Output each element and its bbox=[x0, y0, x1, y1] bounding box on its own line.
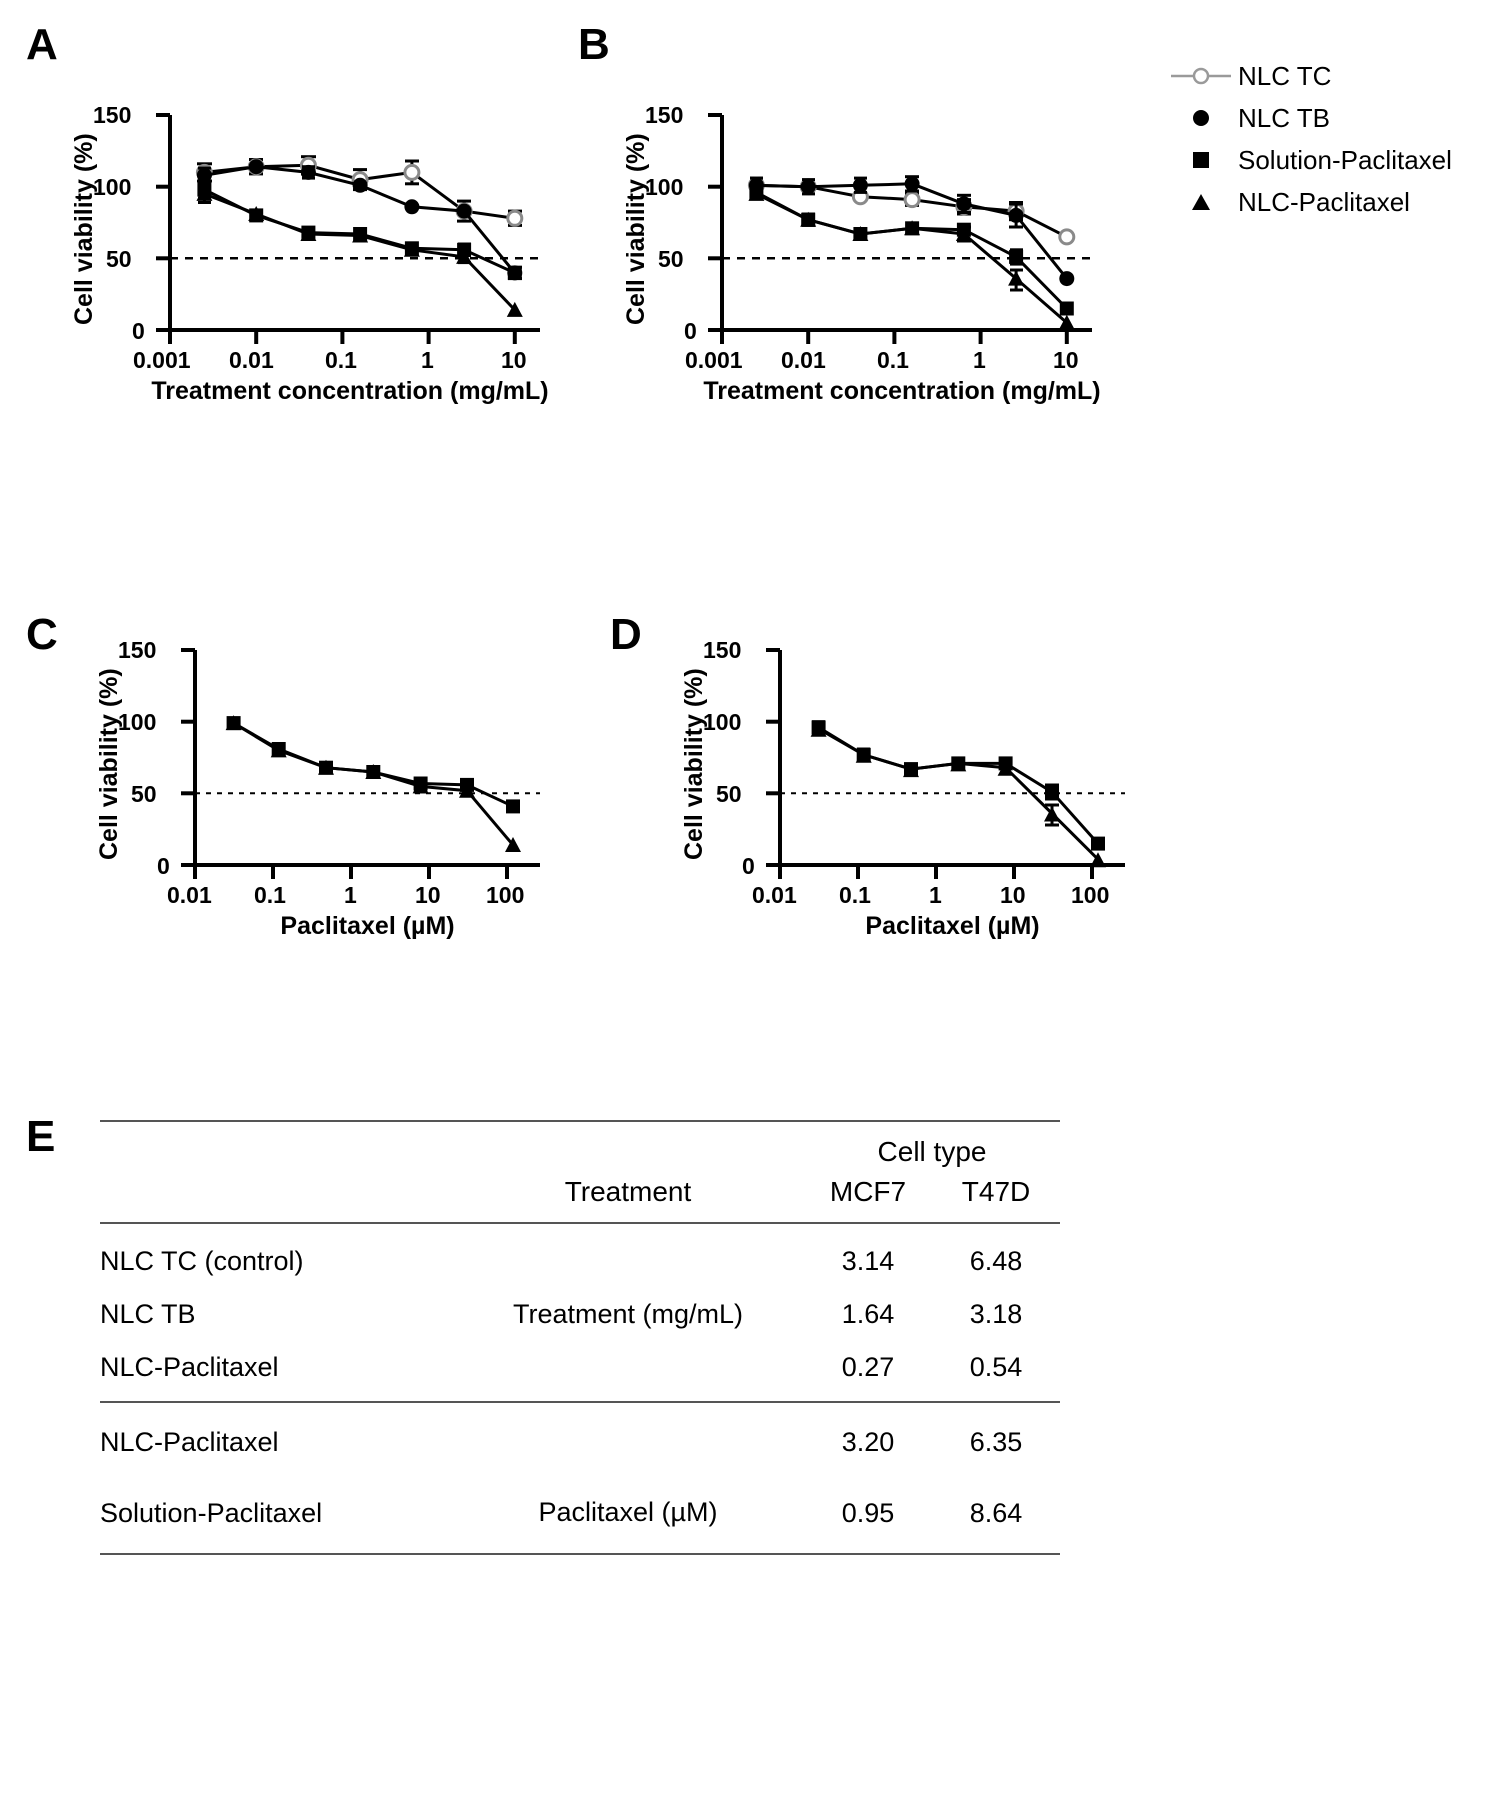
legend bbox=[1170, 55, 1452, 223]
table-header-row-celltype bbox=[100, 1121, 1060, 1168]
table-header-treatment: Treatment bbox=[564, 1176, 692, 1207]
cell-treatment: Solution-Paclitaxel bbox=[100, 1458, 452, 1554]
cell-t47d: 3.18 bbox=[969, 1299, 1023, 1329]
cell-unit-paclitaxel: Paclitaxel (µM) bbox=[452, 1458, 804, 1554]
cell-mcf7: 0.95 bbox=[804, 1458, 932, 1554]
panel-letter-a: A bbox=[26, 20, 58, 69]
panel-d-xtick-2: 1 bbox=[929, 882, 942, 908]
cell-t47d: 8.64 bbox=[932, 1458, 1060, 1554]
panel-d-xtick-3: 10 bbox=[1000, 882, 1026, 908]
table-row bbox=[100, 1458, 1060, 1554]
cell-mcf7: 3.14 bbox=[804, 1223, 932, 1277]
filled-triangle-icon bbox=[1170, 192, 1232, 212]
table-row bbox=[100, 1223, 1060, 1277]
panel-c-ytick-100: 100 bbox=[118, 709, 157, 735]
filled-square-icon bbox=[1170, 150, 1232, 170]
panel-b-ytick-150: 150 bbox=[645, 102, 684, 128]
panel-c-chart bbox=[40, 637, 620, 970]
panel-c-ylabel: Cell viability (%) bbox=[95, 668, 123, 860]
panel-e-table bbox=[0, 1120, 1500, 1555]
legend-label-nlc-paclitaxel: NLC-Paclitaxel bbox=[1238, 186, 1410, 217]
panel-a-ylabel: Cell viability (%) bbox=[70, 133, 98, 325]
panel-c-ytick-0: 0 bbox=[157, 853, 170, 879]
panel-d-xtick-0: 0.01 bbox=[752, 882, 797, 908]
cell-t47d: 6.48 bbox=[932, 1223, 1060, 1277]
panel-d-ytick-100: 100 bbox=[703, 709, 742, 735]
panel-d-ytick-0: 0 bbox=[742, 853, 755, 879]
panel-b-ytick-100: 100 bbox=[645, 174, 684, 200]
panel-c-ytick-50: 50 bbox=[131, 781, 157, 807]
table-header-t47d: T47D bbox=[961, 1176, 1031, 1207]
cell-t47d: 6.35 bbox=[969, 1427, 1023, 1457]
panel-d-xtick-4: 100 bbox=[1071, 882, 1110, 908]
legend-label-nlc-tc: NLC TC bbox=[1238, 60, 1332, 91]
legend-label-nlc-tb: NLC TB bbox=[1238, 102, 1330, 133]
panel-a-xtick-0: 0.001 bbox=[133, 347, 191, 373]
panel-a-ytick-0: 0 bbox=[132, 318, 145, 344]
panel-a-xtick-2: 0.1 bbox=[325, 347, 357, 373]
legend-item-solution-paclitaxel bbox=[1170, 139, 1452, 181]
cell-treatment: NLC TC (control) bbox=[100, 1223, 452, 1277]
cell-mcf7: 1.64 bbox=[841, 1299, 895, 1329]
legend-label-solution-paclitaxel: Solution-Paclitaxel bbox=[1238, 144, 1452, 175]
panel-a-xtick-3: 1 bbox=[421, 347, 434, 373]
panel-letter-c: C bbox=[26, 610, 58, 659]
panel-b-xtick-0: 0.001 bbox=[685, 347, 743, 373]
panel-d-xtick-1: 0.1 bbox=[839, 882, 871, 908]
panel-a-ytick-150: 150 bbox=[93, 102, 132, 128]
panel-a-xtick-4: 10 bbox=[501, 347, 527, 373]
cell-treatment: NLC-Paclitaxel bbox=[100, 1330, 452, 1402]
panel-a-xtick-1: 0.01 bbox=[229, 347, 274, 373]
cell-treatment: NLC TB bbox=[100, 1299, 196, 1329]
panel-d-ytick-50: 50 bbox=[716, 781, 742, 807]
panel-b-ylabel: Cell viability (%) bbox=[622, 133, 650, 325]
panel-letter-e: E bbox=[26, 1112, 56, 1161]
panel-c-xtick-4: 100 bbox=[486, 882, 525, 908]
panel-c-ytick-150: 150 bbox=[118, 637, 157, 663]
cell-mcf7: 3.20 bbox=[841, 1427, 895, 1457]
panel-d-chart bbox=[625, 637, 1205, 970]
panel-b-ytick-0: 0 bbox=[684, 318, 697, 344]
panel-d-ylabel: Cell viability (%) bbox=[680, 668, 708, 860]
panel-b-xtick-2: 0.1 bbox=[877, 347, 909, 373]
panel-c-xtick-3: 10 bbox=[415, 882, 441, 908]
panel-c-xtick-2: 1 bbox=[344, 882, 357, 908]
table-row bbox=[100, 1402, 1060, 1458]
panel-c-xtick-0: 0.01 bbox=[167, 882, 212, 908]
cell-t47d: 0.54 bbox=[932, 1330, 1060, 1402]
panel-a-chart bbox=[40, 50, 620, 410]
panel-d-ytick-150: 150 bbox=[703, 637, 742, 663]
cell-mcf7: 0.27 bbox=[804, 1330, 932, 1402]
table-header-celltype: Cell type bbox=[804, 1121, 1060, 1168]
panel-a-ytick-50: 50 bbox=[106, 246, 132, 272]
panel-letter-b: B bbox=[578, 20, 610, 69]
open-circle-gray-icon bbox=[1170, 66, 1232, 86]
ic50-table bbox=[100, 1120, 1060, 1555]
panel-c-xlabel: Paclitaxel (µM) bbox=[280, 912, 455, 940]
legend-item-nlc-tc bbox=[1170, 55, 1452, 97]
table-row bbox=[100, 1277, 1060, 1330]
cell-treatment: NLC-Paclitaxel bbox=[100, 1427, 279, 1457]
table-row bbox=[100, 1330, 1060, 1402]
panel-b-ytick-50: 50 bbox=[658, 246, 684, 272]
panel-b-xtick-1: 0.01 bbox=[781, 347, 826, 373]
table-header-mcf7: MCF7 bbox=[829, 1176, 907, 1207]
panel-a-ytick-100: 100 bbox=[93, 174, 132, 200]
legend-item-nlc-paclitaxel bbox=[1170, 181, 1452, 223]
panel-letter-d: D bbox=[610, 610, 642, 659]
panel-d-xlabel: Paclitaxel (µM) bbox=[865, 912, 1040, 940]
panel-b-chart bbox=[592, 50, 1172, 410]
panel-b-xtick-4: 10 bbox=[1053, 347, 1079, 373]
panel-b-xlabel: Treatment concentration (mg/mL) bbox=[703, 377, 1101, 405]
table-header-row-columns bbox=[100, 1168, 1060, 1223]
filled-circle-icon bbox=[1170, 108, 1232, 128]
legend-item-nlc-tb bbox=[1170, 97, 1452, 139]
cell-unit-treatment: Treatment (mg/mL) bbox=[512, 1299, 744, 1329]
panel-a-xlabel: Treatment concentration (mg/mL) bbox=[151, 377, 549, 405]
panel-c-xtick-1: 0.1 bbox=[254, 882, 286, 908]
panel-b-xtick-3: 1 bbox=[973, 347, 986, 373]
